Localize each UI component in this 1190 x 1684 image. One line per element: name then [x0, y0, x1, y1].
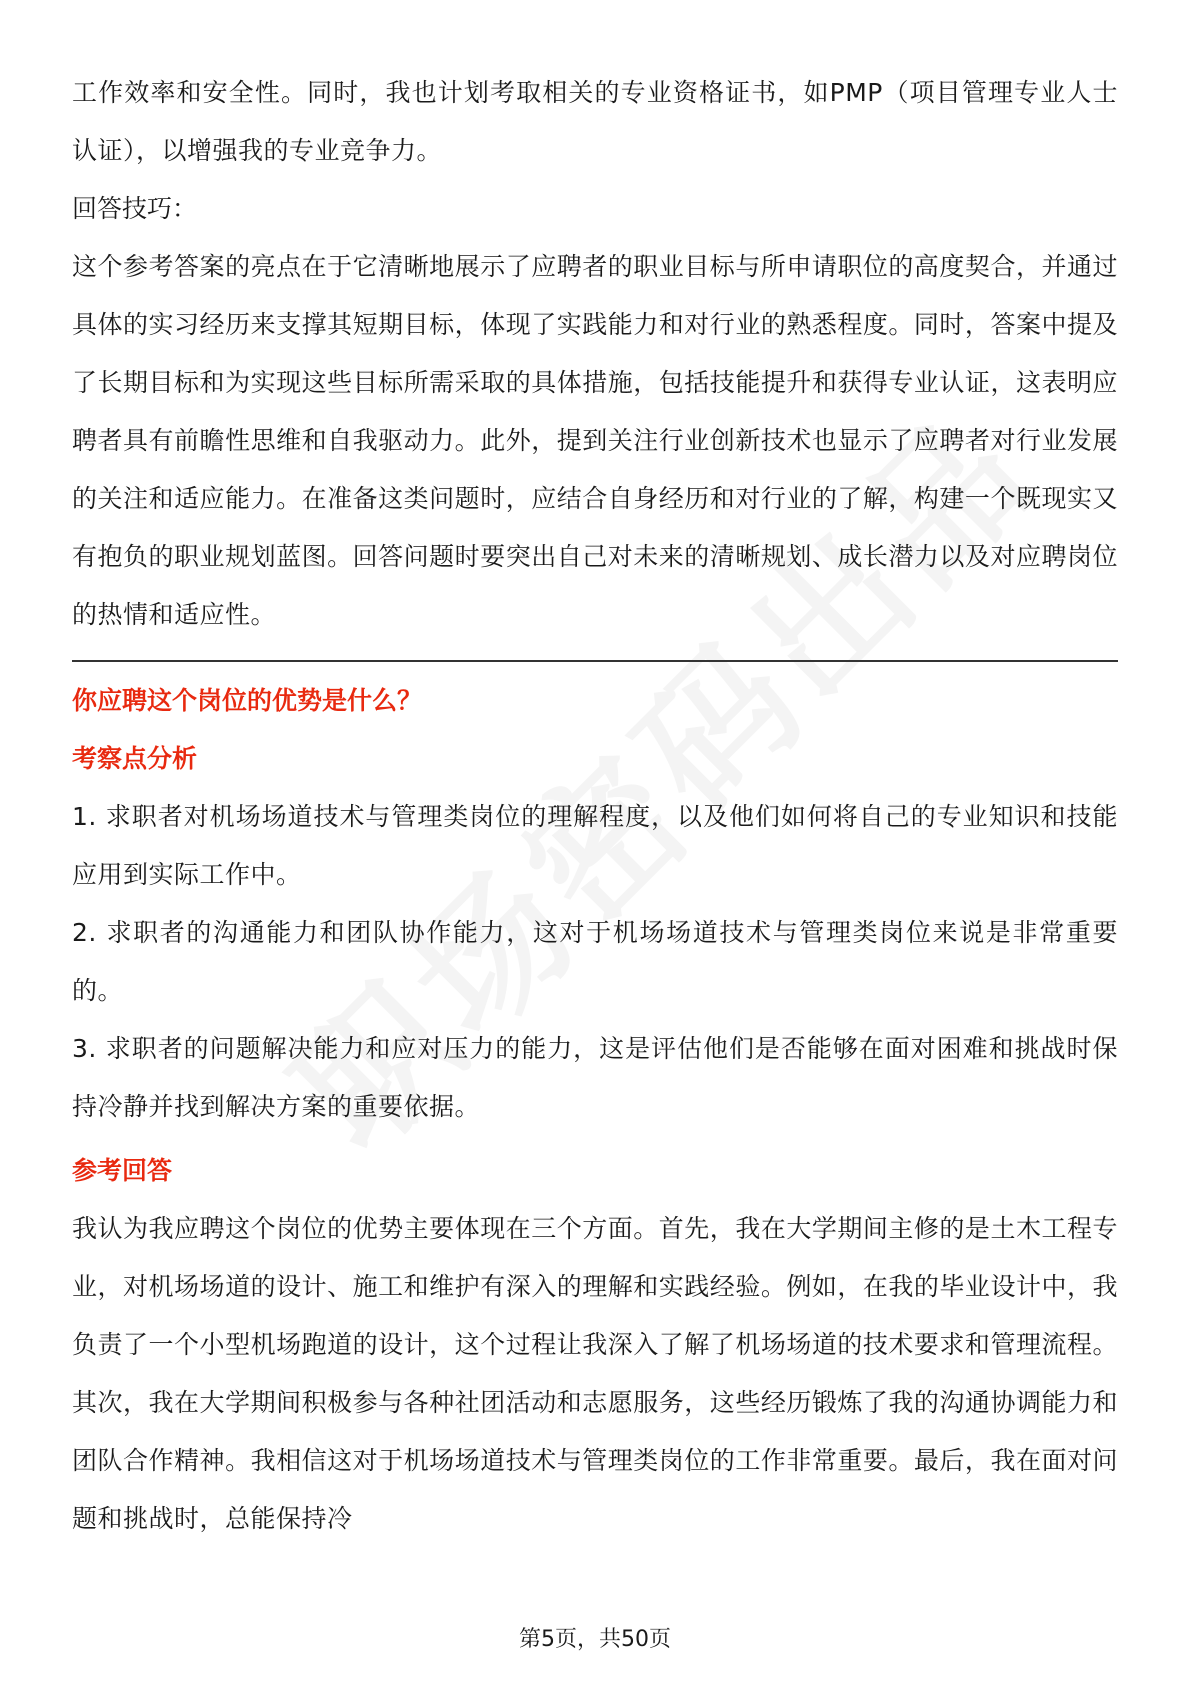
tips-label: 回答技巧：	[72, 194, 198, 223]
analysis-item-1: 1. 求职者对机场场道技术与管理类岗位的理解程度，以及他们如何将自己的专业知识和技能应用到实际工作中。	[72, 802, 1118, 889]
answer-continuation: 工作效率和安全性。同时，我也计划考取相关的专业资格证书，如PMP（项目管理专业人士认证），以增强我的专业竞争力。	[72, 78, 1118, 165]
answer-heading: 参考回答	[72, 1156, 173, 1185]
tips-text: 这个参考答案的亮点在于它清晰地展示了应聘者的职业目标与所申请职位的高度契合，并通过具体的实习经历来支撑其短期目标，体现了实践能力和对行业的熟悉程度。同时，答案中提及了长期目标和为实现这些目标所需采取的具体措施，包括技能提升和获得专业认证，这表明应聘者具有前瞻性思维和自我驱动力。此外，提到关注行业创新技术也显示了应聘者对行业发展的关注和适应能力。在准备这类问题时，应结合自身经历和对行业的了解，构建一个既现实又有抱负的职业规划蓝图。回答问题时要突出自己对未来的清晰规划、成长潜力以及对应聘岗位的热情和适应性。	[72, 252, 1118, 629]
analysis-heading: 考察点分析	[72, 744, 198, 773]
analysis-item-2: 2. 求职者的沟通能力和团队协作能力，这对于机场场道技术与管理类岗位来说是非常重要的。	[72, 918, 1118, 1005]
question-title: 你应聘这个岗位的优势是什么？	[72, 686, 423, 715]
answer-text: 我认为我应聘这个岗位的优势主要体现在三个方面。首先，我在大学期间主修的是土木工程专业，对机场场道的设计、施工和维护有深入的理解和实践经验。例如，在我的毕业设计中，我负责了一个小型机场跑道的设计，这个过程让我深入了解了机场场道的技术要求和管理流程。其次，我在大学期间积极参与各种社团活动和志愿服务，这些经历锻炼了我的沟通协调能力和团队合作精神。我相信这对于机场场道技术与管理类岗位的工作非常重要。最后，我在面对问题和挑战时，总能保持冷	[72, 1214, 1118, 1533]
section-divider	[72, 660, 1118, 662]
page-indicator: 第5页，共50页	[519, 1627, 671, 1652]
analysis-item-3: 3. 求职者的问题解决能力和应对压力的能力，这是评估他们是否能够在面对困难和挑战时保持冷静并找到解决方案的重要依据。	[72, 1034, 1118, 1121]
document-page	[72, 64, 1118, 1548]
